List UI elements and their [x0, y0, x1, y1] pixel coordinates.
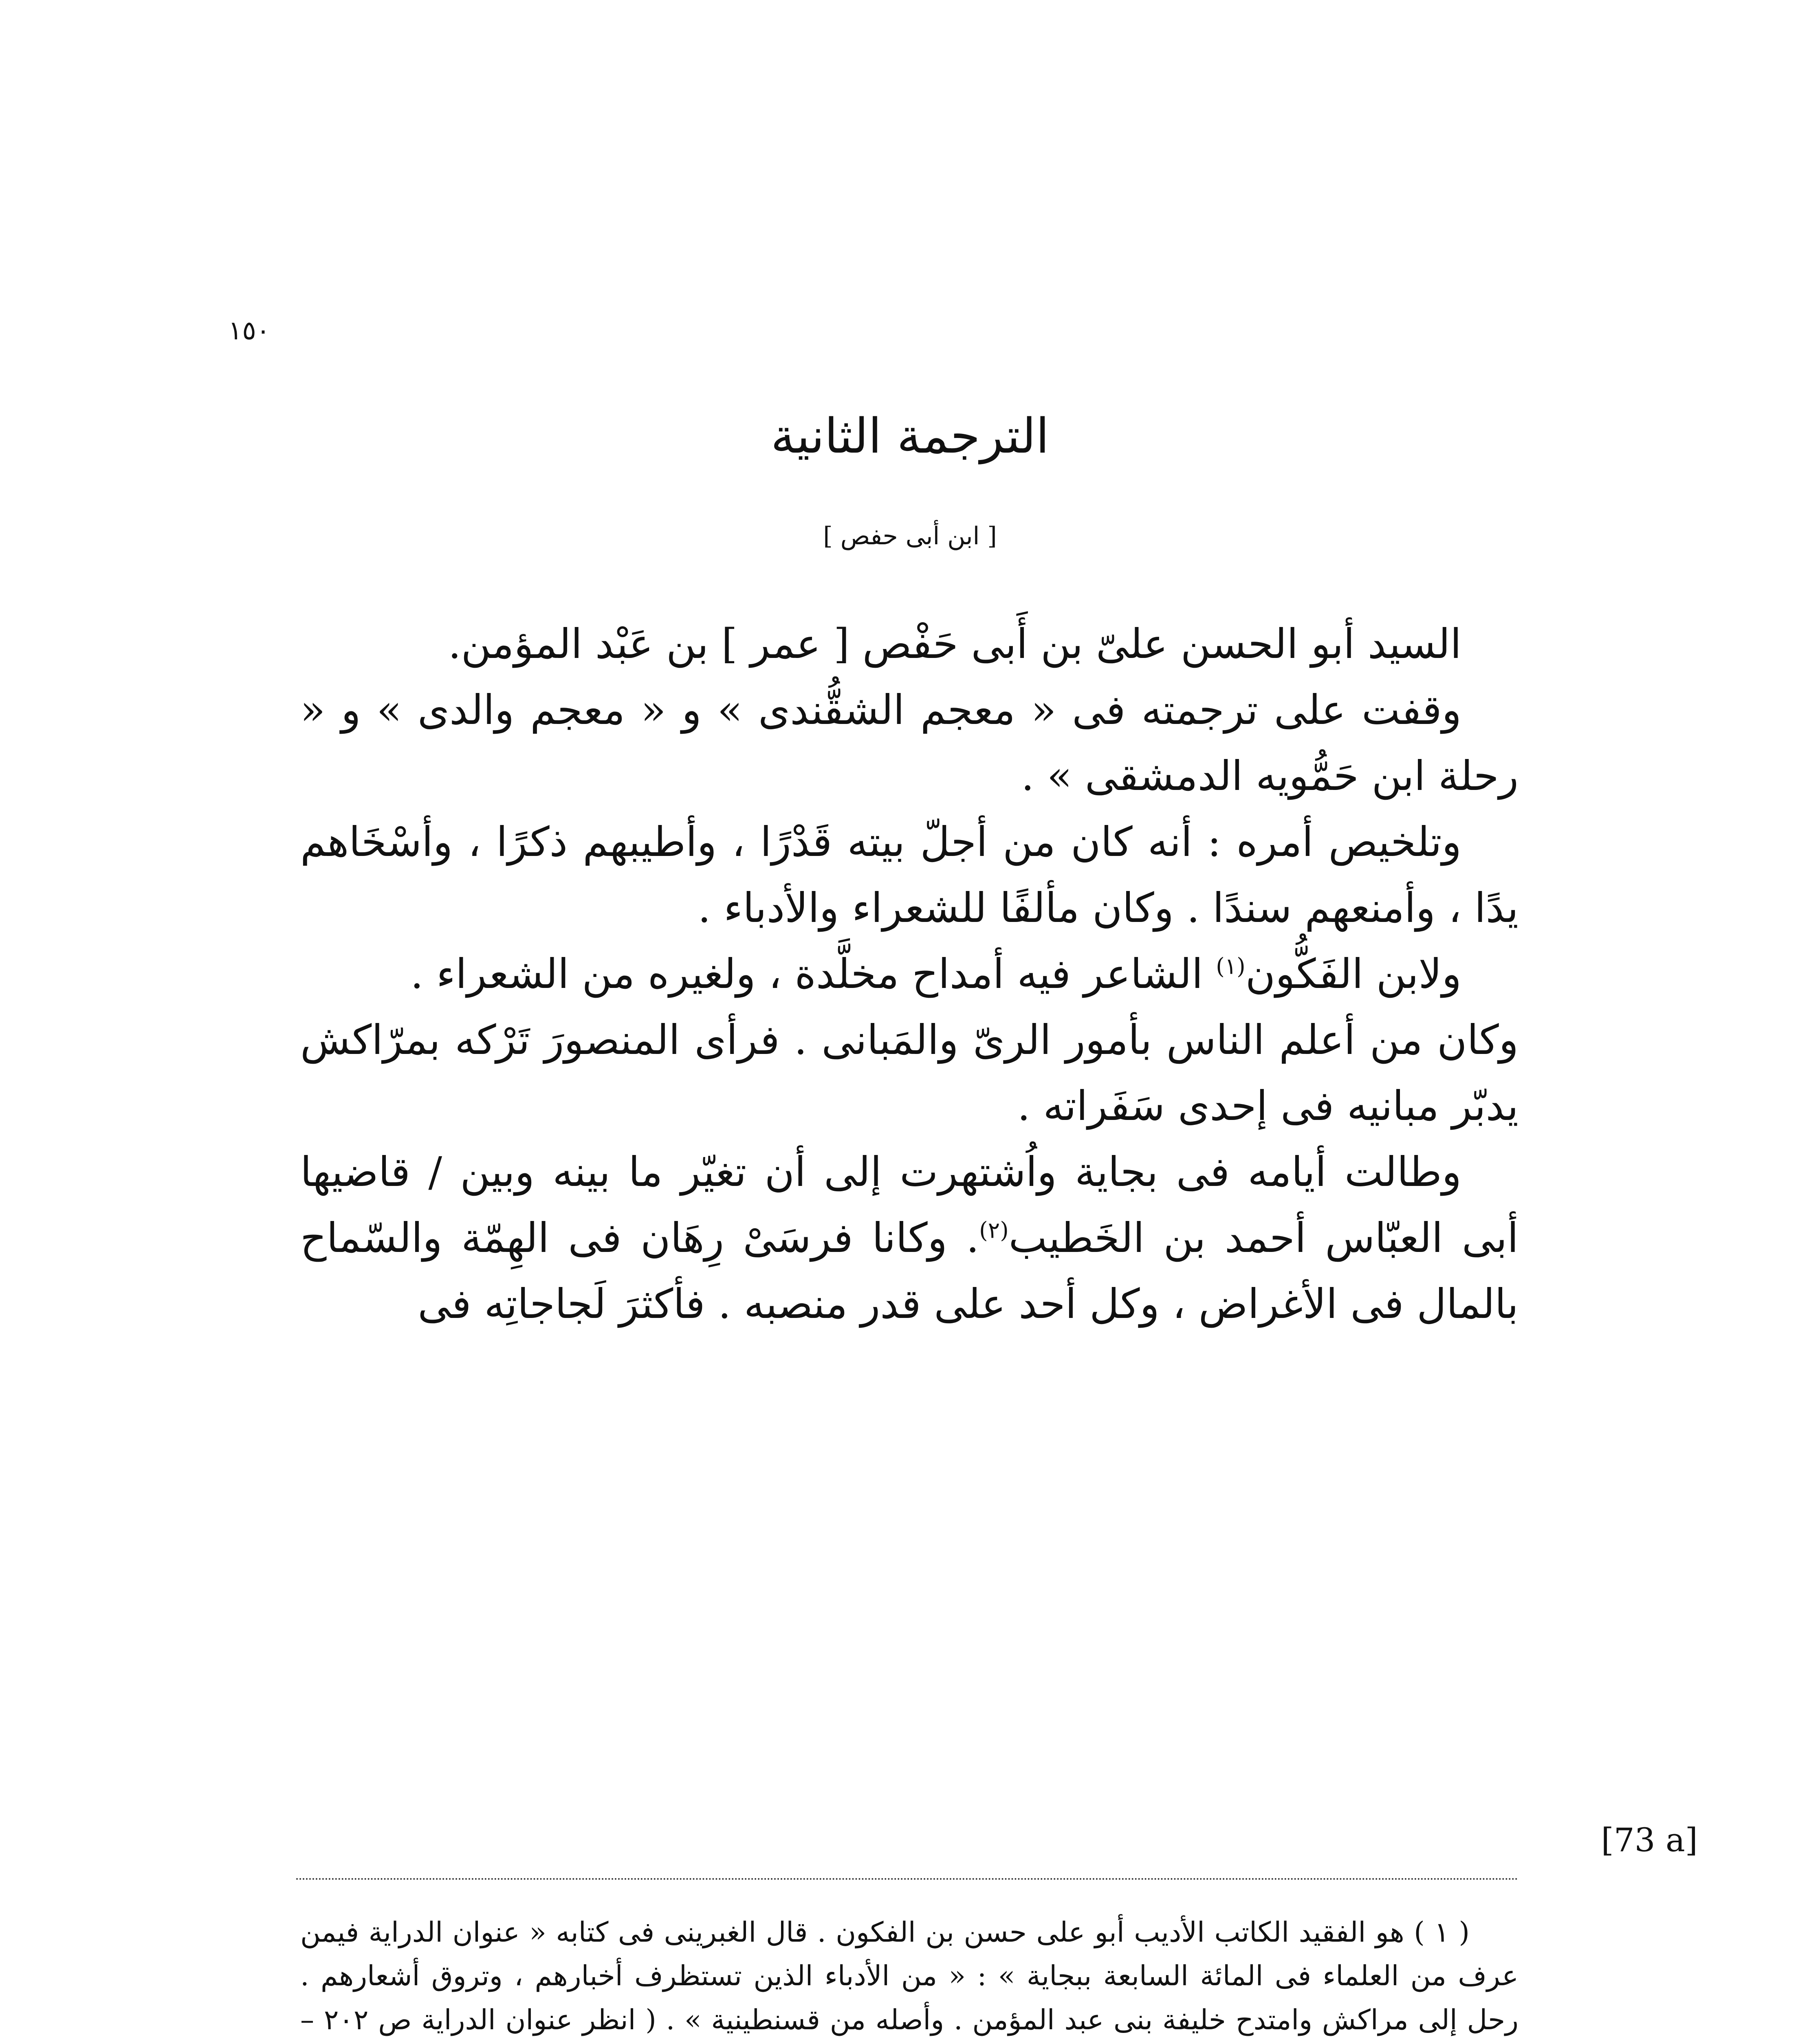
- paragraph-2: وقفت على ترجمته فى « معجم الشقُّندى » و « معجم والدى » و « رحلة ابن حَمُّويه الدمشقى » .: [300, 686, 1519, 800]
- manuscript-folio-ref: [73 a]: [1601, 1821, 1698, 1859]
- footnote-ref-2: (٢): [979, 1217, 1009, 1243]
- paragraph-1: السيد أبو الحسن علىّ بن أَبى حَفْص [ عمر ] بن عَبْد المؤمن.: [448, 620, 1461, 668]
- chapter-title: الترجمة الثانية: [770, 408, 1050, 464]
- footnote-divider: [296, 1878, 1519, 1880]
- page-number: ١٥٠: [228, 316, 271, 346]
- paragraph-6: [300, 1139, 1519, 1337]
- paragraph-6-end: . وكانا فرسَىْ رِهَان فى الهِمّة والسّماح بالمال فى الأغراض ، وكل أحد على قدر منصبه . فأكثرَ لَجاجاتِه فى: [300, 1214, 1519, 1328]
- footnote-1: ( ١ ) هو الفقيد الكاتب الأديب أبو على حسن بن الفكون . قال الغبرينى فى كتابه « عنوان الدراية فيمن عرف من العلماء فى المائة السابعة ببجاية » : « من الأدباء الذين تستظرف أخبارهم ، وتروق أشعارهم . رحل إلى مراكش وامتدح خليفة بنى عبد المؤمن . وأصله من قسنطينية » . ( انظر عنوان الدراية ص ٢٠٢ –: [300, 1916, 1519, 2036]
- chapter-subtitle: [ ابن أبى حفص ]: [823, 522, 997, 550]
- footnote-ref-1: (١): [1216, 953, 1246, 979]
- paragraph-4: [300, 941, 1519, 1007]
- paragraph-6-start: وطالت أيامه فى بجاية واُشتهرت إلى أن تغيّر ما بينه وبين / قاضيها أبى العبّاس أحمد بن الخَطيب: [300, 1148, 1519, 1262]
- paragraph-3: وتلخيص أمره : أنه كان من أجلّ بيته قَدْرًا ، وأطيبهم ذكرًا ، وأسْخَاهم يدًا ، وأمنعهم سندًا . وكان مألفًا للشعراء والأدباء .: [300, 818, 1519, 932]
- body-text: [300, 611, 1519, 1337]
- footnotes: [300, 1911, 1519, 2037]
- paragraph-4-start: ولابن الفَكُّون: [1245, 950, 1461, 998]
- paragraph-5: وكان من أعلم الناس بأمور الرىّ والمَبانى . فرأى المنصورَ تَرْكه بمرّاكش يدبّر مبانيه فى إحدى سَفَراته .: [300, 1016, 1519, 1130]
- paragraph-4-end: الشاعر فيه أمداح مخلَّدة ، ولغيره من الشعراء .: [410, 950, 1216, 998]
